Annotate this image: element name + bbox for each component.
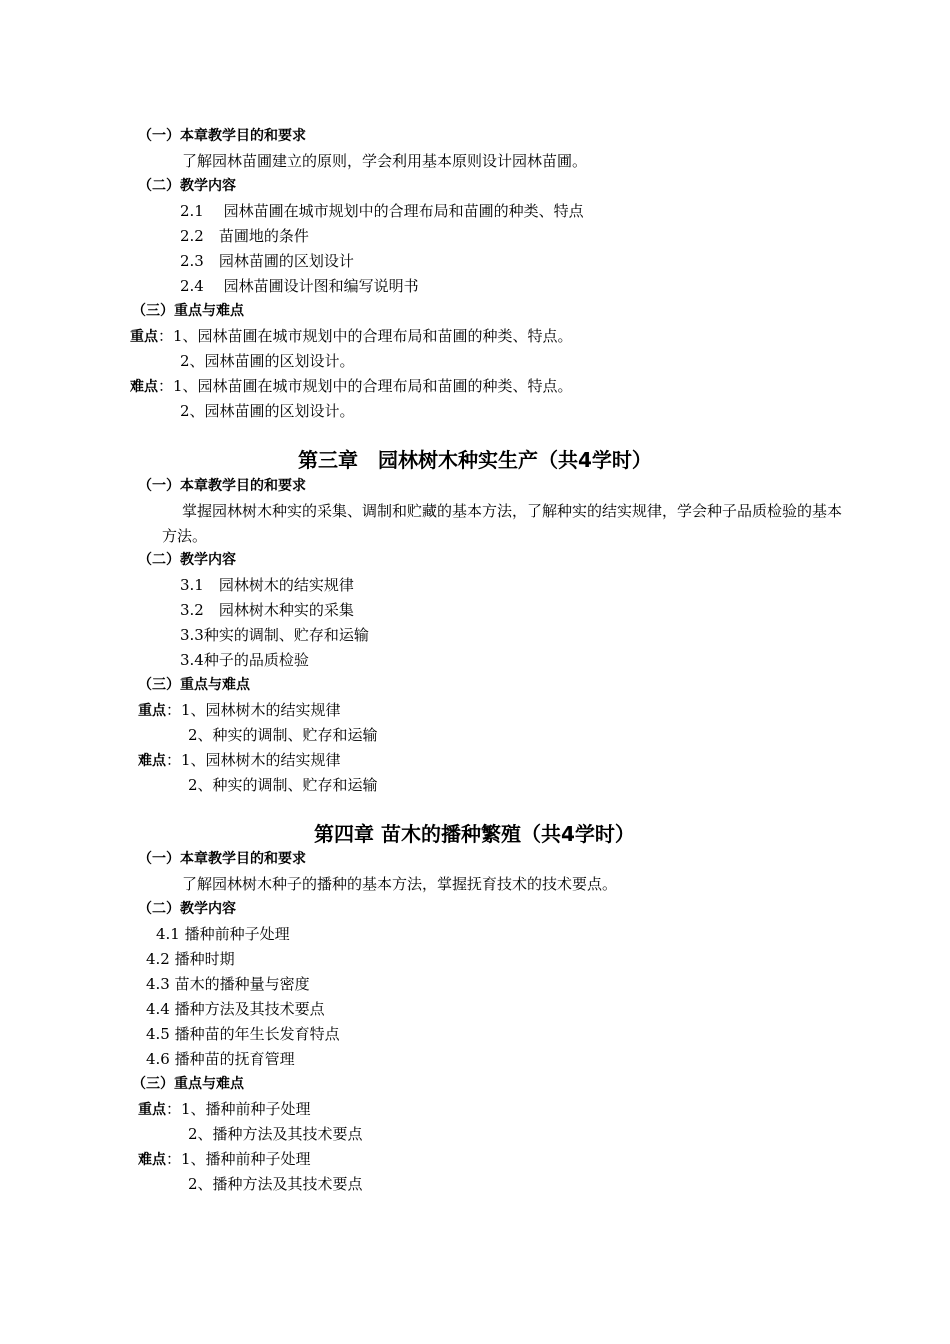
key-label: 重点 [138, 703, 166, 719]
ch2-content-item: 2.3 园林苗圃的区划设计 [180, 252, 354, 270]
ch3-keypoints-title: （三）重点与难点 [138, 677, 250, 693]
ch4-content-item: 4.2 播种时期 [146, 950, 235, 968]
ch2-objectives-text: 了解园林苗圃建立的原则，学会利用基本原则设计园林苗圃。 [182, 152, 588, 170]
key-text: ：1、园林树木的结实规律 [166, 701, 341, 719]
ch4-keypoints-title: （三）重点与难点 [132, 1076, 244, 1092]
ch4-objectives-text: 了解园林树木种子的播种的基本方法，掌握抚育技术的技术要点。 [182, 875, 618, 893]
difficulty-text: ：1、园林树木的结实规律 [166, 751, 341, 769]
key-label: 重点 [138, 1102, 166, 1118]
key-text: ：1、播种前种子处理 [166, 1100, 311, 1118]
ch3-content-item: 3.3种实的调制、贮存和运输 [180, 626, 369, 644]
ch4-diff-line-2: 2、播种方法及其技术要点 [188, 1175, 363, 1193]
ch2-keypoints-title: （三）重点与难点 [132, 303, 244, 319]
ch4-key-line-2: 2、播种方法及其技术要点 [188, 1125, 363, 1143]
ch3-content-item: 3.1 园林树木的结实规律 [180, 576, 354, 594]
ch2-content-item: 2.4 园林苗圃设计图和编写说明书 [180, 277, 419, 295]
ch2-content-item: 2.1 园林苗圃在城市规划中的合理布局和苗圃的种类、特点 [180, 202, 584, 220]
ch3-heading: 第三章 园林树木种实生产（共4学时） [298, 448, 652, 472]
ch4-content-item: 4.4 播种方法及其技术要点 [146, 1000, 325, 1018]
ch4-key-line-1 [138, 1099, 311, 1120]
ch3-content-title: （二）教学内容 [138, 552, 236, 568]
ch3-key-line-2: 2、种实的调制、贮存和运输 [188, 726, 378, 744]
ch2-diff-line-2: 2、园林苗圃的区划设计。 [180, 402, 355, 420]
ch2-key-line-1 [130, 326, 573, 347]
ch2-diff-line-1 [130, 376, 573, 397]
difficulty-text: ：1、播种前种子处理 [166, 1150, 311, 1168]
ch4-content-title: （二）教学内容 [138, 901, 236, 917]
difficulty-text: ：1、园林苗圃在城市规划中的合理布局和苗圃的种类、特点。 [158, 377, 573, 395]
ch4-heading: 第四章 苗木的播种繁殖（共4学时） [314, 822, 635, 846]
ch2-key-line-2: 2、园林苗圃的区划设计。 [180, 352, 355, 370]
difficulty-label: 难点 [138, 753, 166, 769]
ch3-objectives-title: （一）本章教学目的和要求 [138, 478, 306, 494]
ch4-objectives-title: （一）本章教学目的和要求 [138, 851, 306, 867]
ch2-objectives-title: （一）本章教学目的和要求 [138, 128, 306, 144]
ch3-key-line-1 [138, 700, 341, 721]
ch4-content-item: 4.5 播种苗的年生长发育特点 [146, 1025, 340, 1043]
ch2-content-title: （二）教学内容 [138, 178, 236, 194]
ch4-diff-line-1 [138, 1149, 311, 1170]
difficulty-label: 难点 [138, 1152, 166, 1168]
ch4-content-item: 4.3 苗木的播种量与密度 [146, 975, 310, 993]
difficulty-label: 难点 [130, 379, 158, 395]
ch2-content-item: 2.2 苗圃地的条件 [180, 227, 309, 245]
ch3-diff-line-2: 2、种实的调制、贮存和运输 [188, 776, 378, 794]
ch3-diff-line-1 [138, 750, 341, 771]
ch3-content-item: 3.2 园林树木种实的采集 [180, 601, 354, 619]
ch4-content-item: 4.1 播种前种子处理 [156, 925, 290, 943]
key-text: ：1、园林苗圃在城市规划中的合理布局和苗圃的种类、特点。 [158, 327, 573, 345]
ch4-content-item: 4.6 播种苗的抚育管理 [146, 1050, 295, 1068]
ch3-objectives-text: 掌握园林树木种实的采集、调制和贮藏的基本方法，了解种实的结实规律，学会种子品质检验的基本方法。 [162, 502, 843, 545]
key-label: 重点 [130, 329, 158, 345]
ch3-content-item: 3.4种子的品质检验 [180, 651, 309, 669]
